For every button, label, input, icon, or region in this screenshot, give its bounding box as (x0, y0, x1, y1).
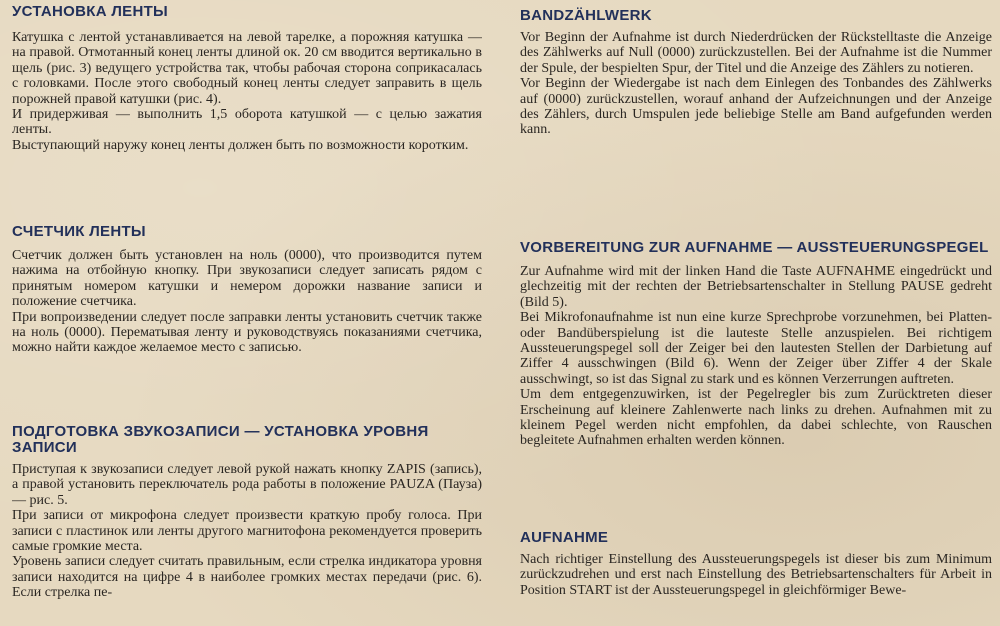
paragraph: Nach richtiger Einstellung des Aussteuerungspegels ist dieser bis zum Minimum zurückzudrehen und erst nach Einstellung des Betriebsartenschalters für Arbeit in Position START ist der Aussteuerungspegel in gleichförmiger Bewe- (520, 552, 992, 598)
left-column (12, 0, 482, 626)
right-column (520, 0, 992, 626)
paragraph: Уровень записи следует считать правильным, если стрелка индикатора уровня записи находится на цифре 4 в наиболее громких местах передачи (рис. 6). Если стрелка пе- (12, 554, 482, 601)
section-vorbereitung (520, 240, 992, 449)
section-title: VORBEREITUNG ZUR AUFNAHME — AUSSTEUERUNGSPEGEL (520, 239, 989, 256)
section-body (520, 552, 992, 598)
paragraph: Vor Beginn der Wiedergabe ist nach dem Einlegen des Tonbandes des Zählwerks auf (0000) zurückzustellen, worauf anhand der Aufzeichnungen und der Anzeige des Zählers, durch Umspulen jede beliebige Stelle am Band aufgefunden werden kann. (520, 76, 992, 138)
section-aufnahme (520, 530, 992, 598)
section-body (520, 264, 992, 449)
section-body (12, 30, 482, 153)
section-title: ПОДГОТОВКА ЗВУКОЗАПИСИ — УСТАНОВКА УРОВНЯ ЗАПИСИ (12, 423, 429, 456)
section-title: BANDZÄHLWERK (520, 7, 652, 24)
section-recording-preparation (12, 424, 482, 601)
paragraph: Zur Aufnahme wird mit der linken Hand die Taste AUFNAHME eingedrückt und glechzeitig mit der rechten der Betriebsartenschalter in Stellung PAUSE gedreht (Bild 5). (520, 264, 992, 310)
section-body (12, 248, 482, 356)
section-body (12, 462, 482, 601)
paragraph: Выступающий наружу конец ленты должен быть по возможности коротким. (12, 137, 469, 153)
section-tape-counter (12, 224, 482, 356)
section-body (520, 30, 992, 138)
paragraph: При записи от микрофона следует произвести краткую пробу голоса. При записи с пластинок или ленты другого магнитофона рекомендуется проверить самые громкие места. (12, 508, 482, 555)
paragraph: Vor Beginn der Aufnahme ist durch Niederdrücken der Rückstelltaste die Anzeige des Zählwerks auf Null (0000) zurückzustellen. Bei der Aufnahme ist die Nummer der Spule, der bespielten Spur, der Titel und die Anzeige des Zählers zu notieren. (520, 30, 992, 76)
section-title: СЧЕТЧИК ЛЕНТЫ (12, 223, 146, 240)
paragraph: Bei Mikrofonaufnahme ist nun eine kurze Sprechprobe vorzunehmen, bei Platten- oder Bandüberspielung ist die lauteste Stelle anzuspielen. Bei richtigem Aussteuerungspegel soll der Zeiger bei den lautesten Stellen der Darbietung auf Ziffer 4 ausschwingen (Bild 6). Wenn der Zeiger über Ziffer 4 der Skale ausschwingt, so ist das Signal zu stark und es können Verzerrungen auftreten. (520, 310, 992, 387)
paragraph: Приступая к звукозаписи следует левой рукой нажать кнопку ZAPIS (запись), а правой установить переключатель рода работы в положение PAUZA (Пауза) — рис. 5. (12, 462, 482, 508)
section-tape-installation (12, 4, 482, 153)
paragraph: Катушка с лентой устанавливается на левой тарелке, а порожняя катушка — на правой. Отмотанный конец ленты длиной ок. 20 см вводится вертикально в щель (рис. 3) ведущего устройства так, чтобы рабочая сторона соприкасалась с головками. После этого свободный конец ленты следует заправить в щель порожней правой катушки (рис. 4). (12, 30, 482, 107)
paragraph: И придерживая — выполнить 1,5 оборота катушкой — с целью зажатия ленты. (12, 107, 482, 138)
paragraph: Счетчик должен быть установлен на ноль (0000), что производится путем нажима на отбойную кнопку. При звукозаписи следует записать рядом с принятым номером катушки и немером дорожки название записи и положение счетчика. (12, 248, 482, 310)
paragraph: При вопроизведении следует после заправки ленты установить счетчик также на ноль (0000). Перематывая ленту и руководствуясь показаниями счетчика, можно найти каждое желаемое место с записью. (12, 309, 482, 356)
paragraph: Um dem entgegenzuwirken, ist der Pegelregler bis zum Zurücktreten dieser Erscheinung auf kleinere Zahlenwerte nach links zu drehen. Aufnahmen mit zu kleinem Pegel werden nicht empfohlen, da dabei schlechte, von Rauschen begleitete Aufnahmen erhalten werden können. (520, 387, 992, 449)
section-title: УСТАНОВКА ЛЕНТЫ (12, 3, 169, 20)
section-bandzaehlwerk (520, 8, 992, 138)
section-title: AUFNAHME (520, 529, 609, 546)
